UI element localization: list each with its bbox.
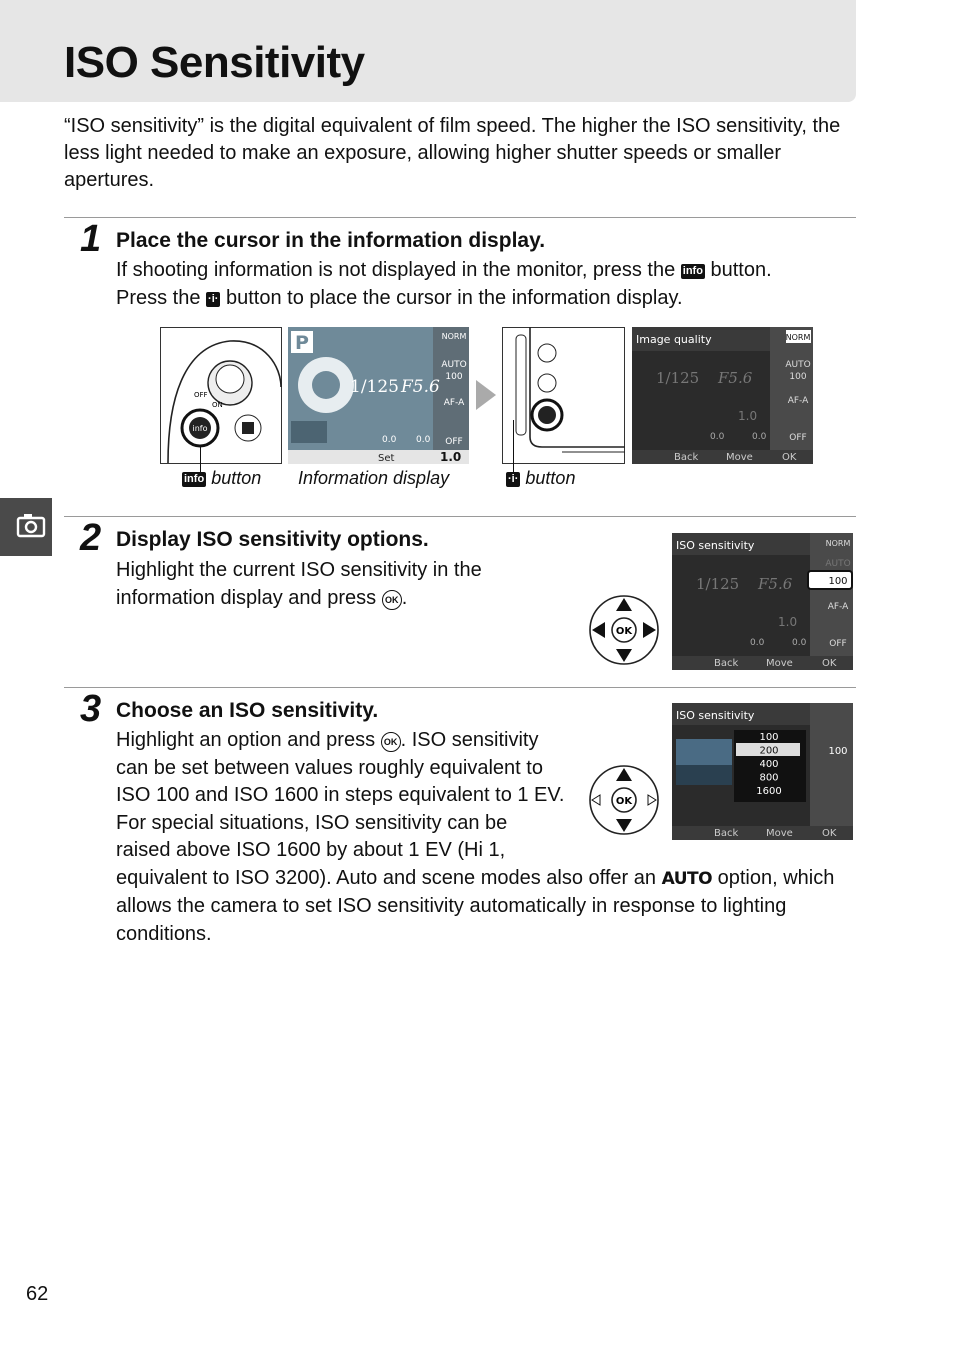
divider <box>64 516 856 517</box>
information-display-screen <box>288 327 469 464</box>
svg-text:Image quality: Image quality <box>636 333 712 346</box>
iso-option: 800 <box>759 772 779 784</box>
iso-menu-screen <box>672 703 853 840</box>
camera-cursor-button-illustration <box>502 327 625 464</box>
svg-text:OK: OK <box>822 828 837 839</box>
svg-text:Back: Back <box>674 452 699 463</box>
svg-text:NORM: NORM <box>785 333 811 342</box>
page-title: ISO Sensitivity <box>64 38 365 87</box>
step-title: Place the cursor in the information display. <box>116 229 546 252</box>
iso-option: 400 <box>759 759 779 770</box>
step-body: Highlight the current ISO sensitivity in the information display and press OK . <box>116 559 482 609</box>
svg-text:1/125: 1/125 <box>350 377 399 397</box>
step-body: Highlight an option and press OK . ISO sensitivity can be set between values roughly equivalent to ISO 100 and ISO 1600 in steps equivalent to 1 EV. For special situations, ISO sensitivity can be raised above ISO 1600 by about 1 EV (Hi 1, equivalent to ISO 3200). Auto and scene modes also offer an AUTO option, which allows the camera to set ISO sensitivity automatically in response to lighting conditions. <box>116 729 835 945</box>
svg-text:OK: OK <box>782 452 797 463</box>
svg-text:100: 100 <box>445 372 463 382</box>
cursor-button-icon: ·i· <box>208 292 219 305</box>
svg-text:1/125: 1/125 <box>696 575 740 593</box>
svg-text:1.0: 1.0 <box>440 450 462 464</box>
info-button-icon: info <box>682 265 703 277</box>
svg-text:AF-A: AF-A <box>787 396 809 406</box>
iso-option: 100 <box>759 732 779 743</box>
svg-text:OK: OK <box>615 626 633 637</box>
svg-text:0.0: 0.0 <box>792 638 807 648</box>
svg-text:ISO sensitivity: ISO sensitivity <box>676 539 755 552</box>
ok-button-icon: OK <box>382 590 402 610</box>
caption-cursor-button: ·i· button <box>508 468 576 488</box>
svg-text:Set: Set <box>378 453 395 464</box>
svg-text:Back: Back <box>714 828 739 839</box>
caption-information-display: Information display <box>298 468 450 488</box>
iso-option: 1600 <box>756 786 782 797</box>
svg-text:0.0: 0.0 <box>382 435 397 445</box>
info-button-icon: info <box>184 473 205 485</box>
svg-text:OFF: OFF <box>445 437 463 447</box>
divider <box>64 687 856 688</box>
svg-text:AUTO: AUTO <box>825 559 851 569</box>
step-number: 1 <box>80 218 102 260</box>
multi-selector-icon <box>588 594 660 666</box>
svg-text:OFF: OFF <box>789 433 807 443</box>
svg-text:0.0: 0.0 <box>710 432 725 442</box>
svg-text:0.0: 0.0 <box>750 638 765 648</box>
image-quality-screen <box>632 327 813 464</box>
divider <box>64 217 856 218</box>
svg-text:AF-A: AF-A <box>827 602 849 612</box>
svg-text:100: 100 <box>828 576 848 587</box>
svg-text:OK: OK <box>615 796 633 807</box>
multi-selector-icon <box>588 764 660 836</box>
intro-paragraph: “ISO sensitivity” is the digital equivalent of film speed. The higher the ISO sensitivity, the less light needed to make an exposure, allowing higher shutter speeds or smaller apertures. <box>64 115 841 191</box>
svg-text:1/125: 1/125 <box>656 369 700 387</box>
arrow-right-icon <box>474 380 498 410</box>
svg-text:OFF: OFF <box>829 639 847 649</box>
svg-text:AUTO: AUTO <box>441 360 467 370</box>
iso-option: 200 <box>759 745 779 757</box>
svg-text:F5.6: F5.6 <box>401 377 440 397</box>
svg-text:AF-A: AF-A <box>443 398 465 408</box>
svg-text:info: info <box>192 424 208 433</box>
svg-text:100: 100 <box>828 746 848 757</box>
auto-option-label: AUTO <box>661 868 713 889</box>
camera-icon <box>0 498 52 556</box>
svg-text:ISO sensitivity: ISO sensitivity <box>676 709 755 722</box>
camera-info-button-illustration <box>160 327 282 464</box>
svg-text:OK: OK <box>822 658 837 669</box>
svg-text:AUTO: AUTO <box>785 360 811 370</box>
page-number: 62 <box>26 1283 49 1305</box>
step-body: If shooting information is not displayed in the monitor, press the info button. Press the ·i· button to place the cursor in the information display. <box>116 259 772 309</box>
svg-text:100: 100 <box>789 372 807 382</box>
svg-text:P: P <box>295 332 309 354</box>
leader-line <box>513 420 514 472</box>
svg-text:0.0: 0.0 <box>752 432 767 442</box>
svg-text:Back: Back <box>714 658 739 669</box>
svg-text:Move: Move <box>726 452 753 463</box>
side-tab <box>0 498 52 556</box>
svg-text:0.0: 0.0 <box>416 435 431 445</box>
svg-text:OFF: OFF <box>194 391 208 399</box>
step-number: 2 <box>80 517 102 559</box>
svg-text:Move: Move <box>766 828 793 839</box>
iso-display-screen <box>672 533 853 670</box>
svg-text:ON: ON <box>212 401 223 409</box>
step-number: 3 <box>80 688 102 730</box>
step-title: Choose an ISO sensitivity. <box>116 699 379 722</box>
svg-text:1.0: 1.0 <box>738 409 758 423</box>
step-title: Display ISO sensitivity options. <box>116 528 429 551</box>
ok-button-icon: OK <box>381 732 401 752</box>
svg-text:Move: Move <box>766 658 793 669</box>
svg-text:NORM: NORM <box>441 332 467 341</box>
svg-text:F5.6: F5.6 <box>758 575 793 593</box>
svg-text:F5.6: F5.6 <box>718 369 753 387</box>
caption-info-button: info button <box>184 468 262 488</box>
cursor-button-icon: ·i· <box>508 473 519 485</box>
svg-text:1.0: 1.0 <box>778 615 798 629</box>
svg-text:NORM: NORM <box>825 539 851 548</box>
